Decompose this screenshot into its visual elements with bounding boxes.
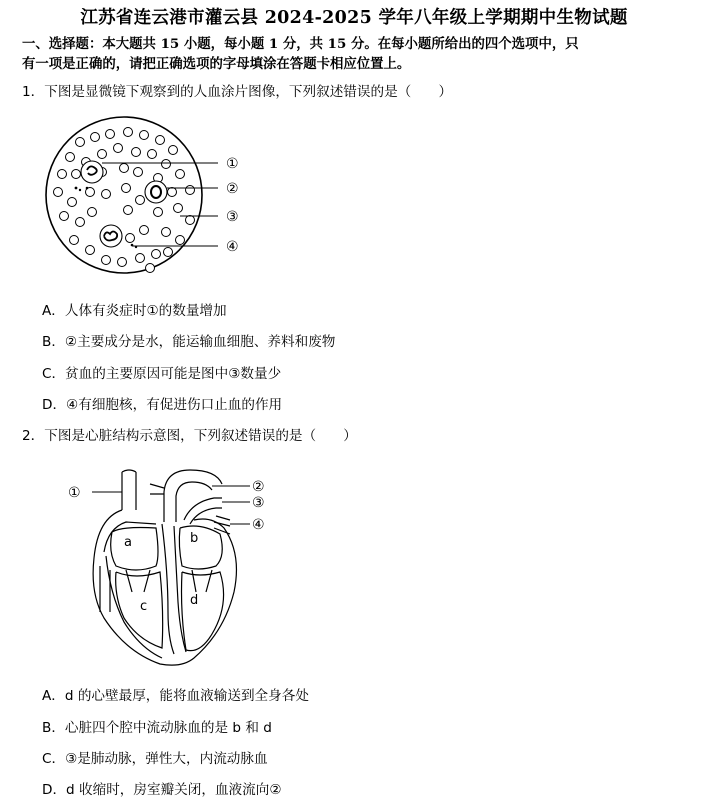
label-3: ③ [252, 495, 265, 511]
smear-field-circle [46, 117, 202, 273]
label-3: ③ [226, 209, 239, 225]
chamber-a: a [124, 535, 132, 550]
question-2-stem: 2．下图是心脏结构示意图，下列叙述错误的是（ ） [22, 428, 357, 444]
heart-outline [93, 470, 236, 665]
q2-option-a: A．d 的心壁最厚，能将血液输送到全身各处 [42, 688, 309, 704]
label-2: ② [226, 181, 239, 197]
label-1: ① [68, 485, 81, 501]
page-title: 江苏省连云港市灌云县 2024-2025 学年八年级上学期期中生物试题 [80, 8, 628, 28]
q2-option-c: C．③是肺动脉，弹性大，内流动脉血 [42, 751, 268, 767]
chamber-b: b [190, 531, 199, 546]
q1-option-c: C．贫血的主要原因可能是图中③数量少 [42, 366, 282, 382]
section-line-1: 一、选择题：本大题共 15 小题，每小题 1 分，共 15 分。在每小题所给出的四个选项中，只 [22, 36, 579, 52]
q1-option-b: B．②主要成分是水，能运输血细胞、养料和废物 [42, 334, 336, 350]
section-line-2: 有一项是正确的，请把正确选项的字母填涂在答题卡相应位置上。 [22, 56, 411, 72]
label-1: ① [226, 156, 239, 172]
section-instructions [22, 34, 690, 74]
chamber-c: c [140, 599, 148, 614]
label-2: ② [252, 479, 265, 495]
q1-option-d: D．④有细胞核，有促进伤口止血的作用 [42, 397, 283, 413]
label-4: ④ [252, 517, 265, 533]
chamber-d: d [190, 593, 199, 608]
blood-smear-figure [40, 112, 250, 282]
q2-option-b: B．心脏四个腔中流动脉血的是 b 和 d [42, 720, 272, 736]
heart-diagram-figure [64, 462, 274, 672]
q2-option-d: D．d 收缩时，房室瓣关闭，血液流向② [42, 782, 282, 798]
question-1-stem: 1．下图是显微镜下观察到的人血涂片图像，下列叙述错误的是（ ） [22, 84, 453, 100]
label-4: ④ [226, 239, 239, 255]
q1-option-a: A．人体有炎症时①的数量增加 [42, 303, 227, 319]
leader-lines [92, 486, 250, 524]
